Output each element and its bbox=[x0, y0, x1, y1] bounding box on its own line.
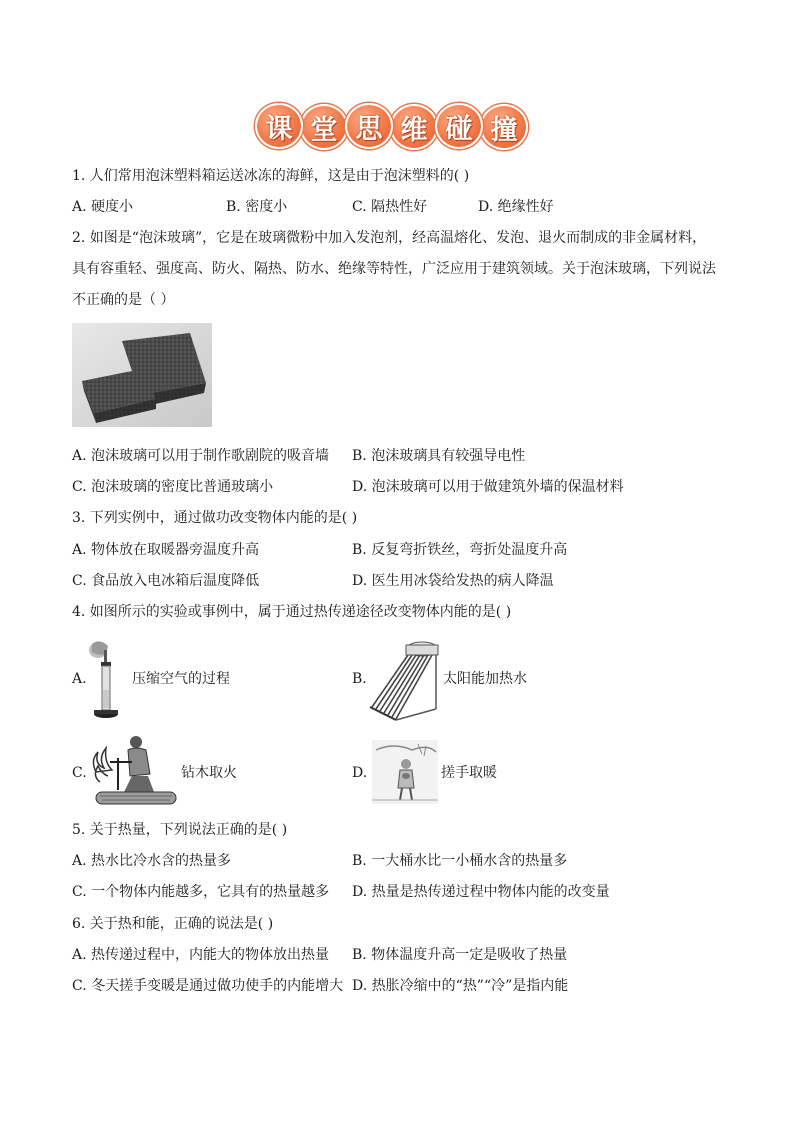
q5-stem: 5. 关于热量，下列说法正确的是( ) bbox=[72, 822, 288, 838]
q5-option-c[interactable]: C. 一个物体内能越多，它具有的热量越多 bbox=[72, 884, 330, 900]
q3-option-c[interactable]: C. 食品放入电冰箱后温度降低 bbox=[72, 573, 260, 589]
q6-stem: 6. 关于热和能，正确的说法是( ) bbox=[72, 916, 274, 932]
wood-drilling-fire-image bbox=[88, 732, 180, 812]
q1-option-c[interactable]: C. 隔热性好 bbox=[352, 199, 428, 215]
q4-option-d-caption: 搓手取暖 bbox=[441, 765, 497, 781]
q3-option-d[interactable]: D. 医生用冰袋给发热的病人降温 bbox=[352, 573, 554, 589]
q6-option-a[interactable]: A. 热传递过程中，内能大的物体放出热量 bbox=[72, 947, 330, 963]
q3-option-a[interactable]: A. 物体放在取暖器旁温度升高 bbox=[72, 542, 260, 558]
q2-stem-line2: 具有容重轻、强度高、防火、隔热、防水、绝缘等特性，广泛应用于建筑领域。关于泡沫玻璃，下列说法 bbox=[72, 261, 716, 277]
q4-option-a-caption: 压缩空气的过程 bbox=[132, 671, 230, 687]
q2-option-b[interactable]: B. 泡沫玻璃具有较强导电性 bbox=[352, 448, 526, 464]
q2-stem-line1: 2. 如图是“泡沫玻璃”，它是在玻璃微粉中加入发泡剂，经高温熔化、发泡、退火而制成的非金属材料， bbox=[72, 230, 707, 246]
title-char: 撞 bbox=[480, 104, 528, 150]
q3-option-b[interactable]: B. 反复弯折铁丝，弯折处温度升高 bbox=[352, 542, 568, 558]
q6-option-c[interactable]: C. 冬天搓手变暖是通过做功使手的内能增大 bbox=[72, 978, 344, 994]
q1-stem: 1. 人们常用泡沫塑料箱运送冰冻的海鲜，这是由于泡沫塑料的( ) bbox=[72, 168, 470, 184]
q4-option-a-letter[interactable]: A. bbox=[72, 671, 87, 687]
rubbing-hands-image bbox=[372, 740, 438, 804]
q2-option-d[interactable]: D. 泡沫玻璃可以用于做建筑外墙的保温材料 bbox=[352, 479, 624, 495]
title-char: 堂 bbox=[300, 104, 348, 150]
q5-option-a[interactable]: A. 热水比冷水含的热量多 bbox=[72, 853, 232, 869]
title-char: 碰 bbox=[435, 103, 483, 149]
q5-option-b[interactable]: B. 一大桶水比一小桶水含的热量多 bbox=[352, 853, 568, 869]
q6-option-b[interactable]: B. 物体温度升高一定是吸收了热量 bbox=[352, 947, 568, 963]
q5-option-d[interactable]: D. 热量是热传递过程中物体内能的改变量 bbox=[352, 884, 610, 900]
q1-option-d[interactable]: D. 绝缘性好 bbox=[478, 199, 554, 215]
air-compression-image bbox=[86, 638, 128, 722]
q1-option-b[interactable]: B. 密度小 bbox=[226, 199, 288, 215]
q4-option-b-caption: 太阳能加热水 bbox=[443, 671, 527, 687]
q4-option-b-letter[interactable]: B. bbox=[352, 671, 367, 687]
q6-option-d[interactable]: D. 热胀冷缩中的“热”“冷”是指内能 bbox=[352, 978, 569, 994]
q4-option-d-letter[interactable]: D. bbox=[352, 765, 368, 781]
q1-option-a[interactable]: A. 硬度小 bbox=[72, 199, 134, 215]
q2-option-a[interactable]: A. 泡沫玻璃可以用于制作歌剧院的吸音墙 bbox=[72, 448, 330, 464]
title-char: 思 bbox=[345, 103, 393, 149]
title-char: 维 bbox=[390, 104, 438, 150]
foam-glass-image bbox=[72, 323, 212, 427]
solar-heater-image bbox=[366, 637, 442, 721]
q2-option-c[interactable]: C. 泡沫玻璃的密度比普通玻璃小 bbox=[72, 479, 274, 495]
q4-option-c-caption: 钻木取火 bbox=[181, 765, 237, 781]
q4-option-c-letter[interactable]: C. bbox=[72, 765, 87, 781]
q4-stem: 4. 如图所示的实验或事例中，属于通过热传递途径改变物体内能的是( ) bbox=[72, 604, 512, 620]
title-char: 课 bbox=[255, 103, 303, 149]
section-title bbox=[258, 104, 528, 150]
q2-stem-line3: 不正确的是（ ） bbox=[72, 292, 175, 308]
q3-stem: 3. 下列实例中，通过做功改变物体内能的是( ) bbox=[72, 510, 358, 526]
